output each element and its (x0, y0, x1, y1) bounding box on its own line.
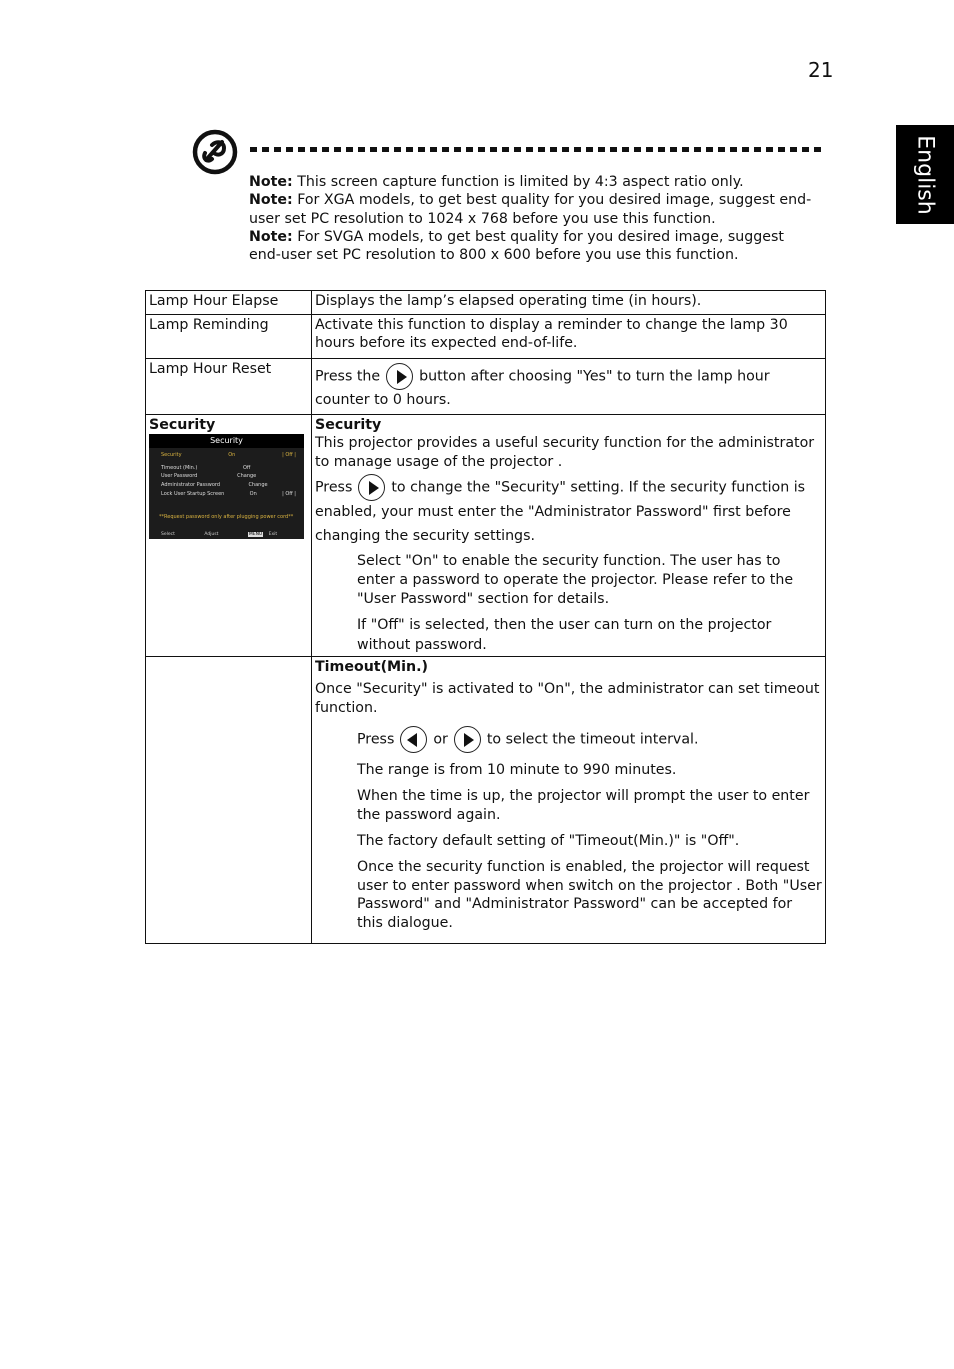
osd-item-label: Administrator Password (161, 482, 221, 489)
text: button after choosing "Yes" to turn the lamp hour counter to 0 hours. (315, 368, 770, 408)
paragraph: This projector provides a useful security function for the administrator to manage usage of the projector . (315, 435, 815, 470)
section-heading: Security (315, 417, 382, 433)
note-label: Note: (249, 174, 293, 190)
osd-item (161, 491, 296, 498)
text: Press the (315, 368, 381, 385)
row-name: Lamp Reminding (146, 315, 312, 358)
note-2 (249, 191, 819, 228)
osd-footer-menu: MENU (248, 532, 263, 538)
paragraph: Once "Security" is activated to "On", the administrator can set timeout function. (315, 681, 820, 716)
text: or (433, 731, 448, 748)
paragraph: Select "On" to enable the security function. The user has to enter a password to operate the projector. Please refer to the "User Password" section for details. (357, 553, 794, 608)
osd-item-value: Off (243, 465, 251, 472)
language-tab (896, 125, 954, 224)
note-text: This screen capture function is limited by 4:3 aspect ratio only. (292, 174, 744, 190)
text: to select the timeout interval. (486, 731, 699, 748)
row-description (312, 359, 825, 414)
row-name-cell (146, 415, 312, 656)
osd-item (161, 473, 296, 480)
osd-warning: **Request password only after plugging power cord** (159, 514, 294, 521)
paragraph (315, 726, 822, 754)
row-name: Lamp Hour Reset (146, 359, 312, 414)
osd-item (161, 482, 296, 489)
osd-item-label: Security (161, 452, 182, 459)
note-3 (249, 228, 819, 265)
paragraph: Once the security function is enabled, the projector will request user to enter password when switch on the projector . Both "User Password" and "Administrator Password" can be accepted for this dialogue. (357, 859, 822, 931)
note-label: Note: (249, 192, 293, 209)
table-row (145, 315, 826, 359)
row-description (312, 415, 825, 656)
note-1 (249, 173, 819, 191)
paragraph: The range is from 10 minute to 990 minutes. (357, 761, 677, 778)
text: Press (357, 731, 395, 748)
language-tab-label: English (912, 134, 938, 215)
settings-table (145, 290, 826, 944)
osd-item-value: On (249, 491, 257, 498)
osd-footer-adjust: Adjust (204, 532, 219, 538)
osd-item-label: Timeout (Min.) (161, 465, 198, 472)
note-divider (250, 147, 822, 152)
note-text: For SVGA models, to get best quality for you desired image, suggest end-user set PC resolution to 800 x 600 before you use this function. (249, 228, 784, 264)
table-row (145, 359, 826, 415)
right-arrow-button-icon (386, 363, 413, 390)
row-name: Lamp Hour Elapse (146, 291, 312, 314)
osd-footer (149, 530, 304, 539)
left-arrow-button-icon (400, 726, 427, 753)
osd-item-value: On (228, 452, 236, 459)
right-arrow-button-icon (454, 726, 481, 753)
osd-item-label: User Password (161, 473, 198, 480)
osd-item-label: Lock User Startup Screen (161, 491, 225, 498)
osd-footer-select: Select (161, 532, 175, 538)
text: to change the "Security" setting. If the security function is enabled, your must enter the "Administrator Password" first before changing the security settings. (315, 479, 806, 544)
osd-title: Security (149, 434, 304, 448)
note-icon (192, 129, 238, 175)
text: Press (315, 479, 353, 496)
page-number: 21 (808, 58, 834, 82)
right-arrow-button-icon (358, 474, 385, 501)
osd-item (161, 452, 296, 459)
paragraph: If "Off" is selected, then the user can turn on the projector without password. (357, 617, 772, 654)
row-description (312, 657, 825, 943)
osd-item-value: Change (248, 482, 268, 489)
osd-item-value: Change (237, 473, 257, 480)
security-menu-screenshot (149, 434, 304, 539)
row-name: Security (149, 417, 216, 433)
row-name-cell (146, 657, 312, 943)
table-row (145, 657, 826, 944)
section-heading: Timeout(Min.) (315, 659, 429, 675)
notes-block (249, 173, 819, 264)
table-row (145, 290, 826, 315)
table-row (145, 415, 826, 657)
paragraph (315, 474, 822, 548)
row-description: Displays the lamp’s elapsed operating time (in hours). (315, 293, 702, 309)
note-label: Note: (249, 228, 293, 245)
row-description: Activate this function to display a reminder to change the lamp 30 hours before its expected end-of-life. (315, 317, 788, 352)
osd-item (161, 465, 296, 472)
note-text: For XGA models, to get best quality for you desired image, suggest end-user set PC resolution to 1024 x 768 before you use this function. (249, 192, 812, 227)
osd-item-extra: | Off | (282, 452, 296, 459)
osd-footer-exit: Exit (268, 532, 278, 538)
paragraph: The factory default setting of "Timeout(Min.)" is "Off". (357, 832, 740, 849)
osd-item-extra: | Off | (282, 491, 296, 498)
paragraph: When the time is up, the projector will prompt the user to enter the password again. (357, 788, 810, 823)
